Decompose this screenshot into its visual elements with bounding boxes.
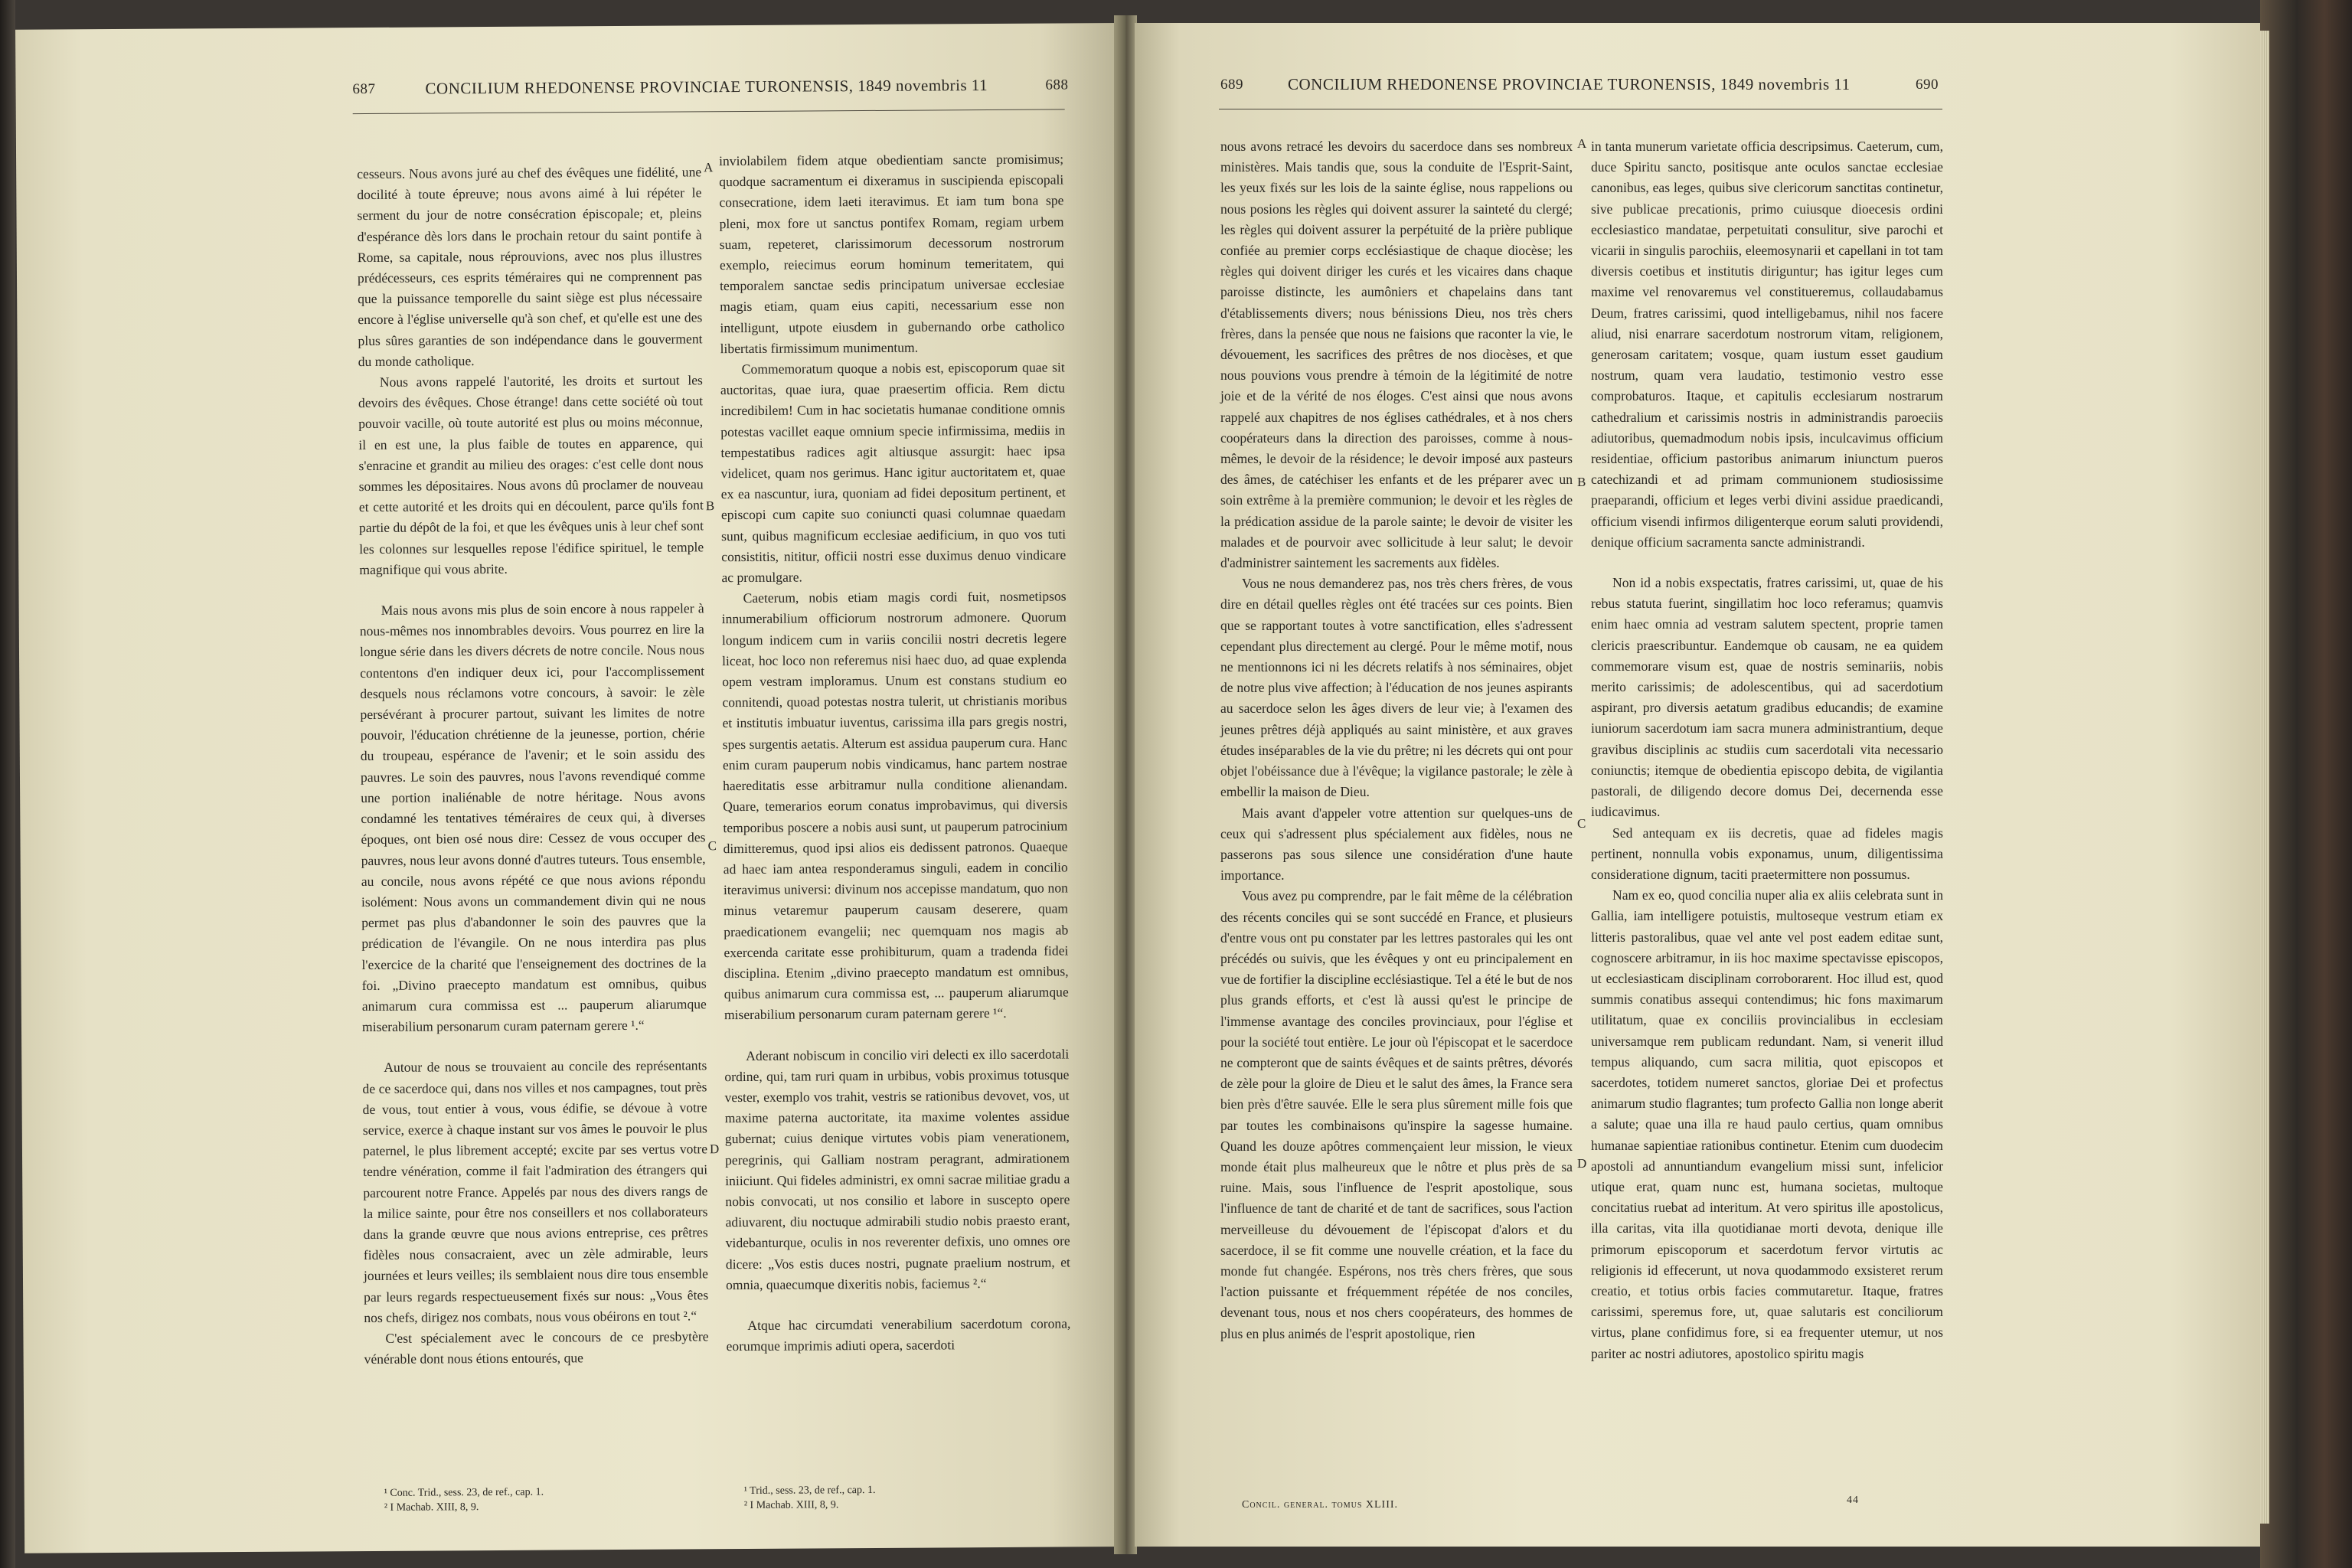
page-number: 688	[1045, 77, 1069, 93]
latin-column	[1591, 136, 1943, 1364]
footnote: ¹ Conc. Trid., sess. 23, de ref., cap. 1.	[384, 1486, 544, 1499]
paragraph: Sed antequam ex iis decretis, quae ad fideles magis pertinent, nonnulla vobis exponamus, unum, diligentissima consideratione dignum, taciti praetermittere non possumus.	[1591, 825, 1943, 882]
paragraph: in tanta munerum varietate officia descripsimus. Caeterum, cum, duce Spiritu sancto, positisque ante oculos sanctae ecclesiae canonibus, eas leges, quibus sive clericorum sanctitas continetur, sive publicae precationis, primo cuiusque dioecesis ordini ecclesiastico mandatae, perpetuitati consulitur, sive parochi et vicarii in singulis parochiis, eleemosynarii et capellani in tot tam diversis coetibus et institutis diriguntur; has igitur leges cum maxime vel renovaremus vel constitueremus, collaudabamus Deum, fratres carissimi, quod intelligebamus, nihil nos facere aliud, nisi enarrare sacerdotum nostrorum vitam, religionem, generosam caritatem; vosque, quam iustum esset gaudium nostrum, quam vera laudatio, testimonio vestro esse comprobaturos. Itaque, et capitulis ecclesiarum nostrarum cathedralium et carissimis nostris in administrandis paroeciis adiutoribus, quemadmodum nobis ipsis, inculcavimus officium residentiae, officium pastoribus animarum iniunctum pueros catechizandi et ad primam communionem studiosissime praeparandi, officium et leges verbi divini assidue praedicandi, officium visendi infirmos diligenterque eorum saluti providendi, denique officium sacramenta sancte administrandi.	[1591, 139, 1943, 550]
book-gutter	[1114, 15, 1137, 1554]
paragraph: Nous avons rappelé l'autorité, les droits et surtout les devoirs des évêques. Chose étrange! dans cette société où tout pouvoir vacille, où toute autorité est plus ou moins méconnue, il en est une, la plus faible de toutes en apparence, qui s'enracine et grandit au milieu des orages: c'est celle dont nous sommes les dépositaires. Nous avons dû proclamer de nouveau et cette autorité et les droits qui en découlent, parce qu'ils font partie du dépôt de la foi, et que les évêques unis à leur chef sont les colonnes sur lesquelles repose l'édifice spirituel, le temple magnifique qui vous abrite.	[358, 372, 704, 577]
footnote: ² I Machab. XIII, 8, 9.	[743, 1499, 839, 1512]
margin-letter: C	[707, 838, 717, 854]
paragraph: Aderant nobiscum in concilio viri delecti ex illo sacerdotali ordine, qui, tam ruri quam in urbibus, vobis proximus totusque vester, exemplo vos trahit, vestris se rationibus devovet, vos, ut maxime paterna auctoritate, ita maxime volentes assidue gubernat; cuius denique virtutes vobis piam venerationem, peregrinis, qui Galliam nostram peragrant, admirationem iniiciunt. Qui fideles administri, ex omni sacrae militiae gradu a nobis convocati, ut nos consilio et labore in suscepto opere adiuvarent, diu noctuque admirabili studio nobis praesto erant, videbanturque, oculis in nos reverenter defixis, uno omnes ore dicere: „Vos estis duces nostri, pugnate praelium nostrum, et omnia, quaecumque dixeritis nobis, faciemus ².“	[724, 1045, 1070, 1292]
paragraph: Vous avez pu comprendre, par le fait même de la célébration des récents conciles qui se sont succédé en France, et plusieurs d'entre vous ont pu constater par les lettres pastorales qui les ont précédés ou suivis, que les évêques y ont eu principalement en vue de fortifier la discipline ecclésiastique. Tel a été le but de nos plus grands efforts, et c'est là aussi qu'est le principe de l'immense avantage des conciles provinciaux, pour l'église et pour la société tout entière. Le jour où l'épiscopat et le sacerdoce ne compteront que de saints évêques et de saints prêtres, dévorés de zèle pour la gloire de Dieu et le salut des âmes, la France sera bien près d'être sauvée. Elle le sera plus sûrement mille fois que par toutes les combinaisons qu'inspire la sagesse humaine. Quand les douze apôtres commençaient leur mission, le vieux monde était plus malheureux que le nôtre et plus près de sa ruine. Mais, sous l'influence de l'esprit apostolique, sous l'influence de tant de charité et de tant de sacrifices, sous l'action merveilleuse du dévouement de l'épiscopat d'alors et du sacerdoce, il se fit comme une nouvelle création, et la face du monde fut changée. Espérons, nos très chers frères, que sous l'action puissante et fréquemment répétée de nos conciles, devenant tous, nous et nos chers coopérateurs, des hommes de plus en plus animés de l'esprit apostolique, rien	[1220, 888, 1573, 1341]
margin-letter: B	[1577, 475, 1586, 489]
right-page-header	[1135, 69, 2260, 100]
background-left	[0, 0, 15, 1568]
margin-letter: B	[705, 498, 715, 514]
paragraph: Nam ex eo, quod concilia nuper alia ex aliis celebrata sunt in Gallia, iam intelligere potuistis, multoseque vestrum etiam ex litteris pastoralibus, quae vel ante vel post eadem editae sunt, cognoscere arbitramur, in iis hoc maxime spectavisse episcopos, ut ecclesiasticam disciplinam corroborarent. Hoc illud est, quod summis conatibus assequi contendimus; hic fons maximarum utilitatum, quae ex conciliis provincialibus in ecclesiam universamque rem publicam redundant. Nam, si venerit illud tempus aliquando, cum sacra militia, quot episcopos et sacerdotes, totidem numeret sanctos, gloriae Dei et profectus animarum studio flagrantes; tum profecto Gallia non longe aberit a salute; quae una illa re haud paulo certius, quam omnibus humanae sapientiae rationibus continetur. Etenim cum duodecim apostoli ad annuntiandum evangelium missi sunt, infelicior utique erat, quam nunc est, humana societas, multoque concitatius ruebat ad interitum. At vero spiritus ille apostolicus, illa caritas, vita illa quotidianae morti devota, denique ille primorum episcoporum et sacerdotum fervor virtutis ac religionis id effecerunt, ut nova quodammodo exsisteret rerum creatio, et totius orbis facies commutaretur. Itaque, fratres carissimi, speremus fore, ut, quae salutaris est conciliorum virtus, plane confidimus fore, si ea frequenter utemur, ut nos pariter ac nostri adiutores, apostolico spiritu magis	[1591, 887, 1943, 1361]
page-number: 689	[1220, 77, 1243, 93]
paragraph: Commemoratum quoque a nobis est, episcoporum quae sit auctoritas, quae iura, quae praesertim officia. Rem dictu incredibilem! Cum in hac societatis humanae conditione omnis potestas vacillet eaque omnium specie infirmissima, mediis in tempestatibus radices agit altiusque assurgit: haec ipsa videlicet, quam nos gerimus. Hanc igitur auctoritatem et, quae ex ea nascuntur, iura, quoniam ad fidei depositum pertinent, et episcopi cum capite suo coniuncti quasi columnae quaedam sunt, quibus magnificum ecclesiae aedificium, in quo vos tuti consistitis, nititur, officii nostri esse duximus denuo vindicare ac promulgare.	[720, 359, 1067, 586]
french-column	[357, 162, 709, 1370]
paragraph: Autour de nous se trouvaient au concile des représentants de ce sacerdoce qui, dans nos villes et nos campagnes, tout près de vous, tout entier à vous, vous édifie, se dévoue à votre service, exerce à chaque instant sur vos âmes le pouvoir le plus paternel, le plus librement accepté; excite par ses vertus votre tendre vénération, comme il fait l'admiration des étrangers qui parcourent notre France. Appelés par nous des divers rangs de la milice sainte, pour être nos conseillers et nos collaborateurs dans la grande œuvre que nous avions entreprise, ces prêtres fidèles nous consacraient, avec un zèle admirable, leurs journées et leurs veilles; ils semblaient nous dire tous ensemble par leurs regards respectueusement fixés sur nous: „Vous êtes nos chefs, dirigez nos combats, nous vous obéirons en tout ².“	[362, 1057, 709, 1325]
footnotes-french	[384, 1484, 706, 1515]
left-page	[15, 23, 1127, 1553]
paragraph: C'est spécialement avec le concours de ce presbytère vénérable dont nous étions entourés, que	[364, 1328, 709, 1367]
paragraph: inviolabilem fidem atque obedientiam sancte promisimus; quodque sacramentum ei dixeramus in suscipienda episcopali consecratione, idem laeti iteravimus. Et iam tum bona spe pleni, mox fore ut sanctus pontifex Romam, regiam urbem suam, repeteret, clarissimorum decessorum nostrorum exemplo, reiecimus eorum hominum temeritatem, qui temporalem sanctae sedis principatum universae ecclesiae magis etiam, quam eius capiti, necessarium esse non intelligunt, utpote eiusdem in gubernando orbe catholico libertatis firmissimum munimentum.	[719, 151, 1065, 357]
french-column	[1220, 136, 1573, 1344]
margin-letter: A	[1577, 136, 1587, 151]
left-page-header	[15, 69, 1118, 106]
running-title: CONCILIUM RHEDONENSE PROVINCIAE TURONENSIS, 1849 novembris 11	[425, 76, 988, 98]
page-number: 690	[1916, 77, 1939, 93]
paragraph: cesseurs. Nous avons juré au chef des évêques une fidélité, une docilité à toute épreuve; nous avons aimé à lui répéter le serment du jour de notre consécration épiscopale; et, pleins d'espérance dès lors dans le prochain retour du saint pontife à Rome, sa capitale, nous réprouvions, avec nos plus illustres prédécesseurs, ces esprits téméraires qui ne comprennent pas que la puissance temporelle du saint siège est plus nécessaire encore à l'église universelle qu'à son chef, et qu'elle est une des plus sûres garanties de son indépendance dans le gouverment du monde catholique.	[357, 164, 703, 369]
footnote: ² I Machab. XIII, 8, 9.	[384, 1501, 479, 1514]
page-number: 687	[352, 80, 376, 98]
paragraph: Non id a nobis exspectatis, fratres carissimi, ut, quae de his rebus statuta fuerint, singillatim hoc loco referamus; quamvis enim haec omnia ad vestram salutem spectent, proprie tamen clericis praescribuntur. Eandemque ob causam, ne ea quidem commemorare visum est, quae de nostris seminariis, nobis merito carissimis; de adolescentibus, qui ad sacerdotium aspirant, pro diversis aetatum gradibus educandis; de examine iuniorum sacerdotum iam sacra munera administrantium, deque gravibus disciplinis ac studiis cum sacerdotali vita necessario coniunctis; itemque de obedientia episcopo debita, de vigilantia pastorali, de diligendo decore domus Dei, decernenda esse iudicavimus.	[1591, 575, 1943, 820]
margin-letter: A	[704, 160, 714, 175]
right-page	[1135, 23, 2260, 1547]
background-right	[2260, 0, 2352, 1568]
paragraph: Atque hac circumdati venerabilium sacerdotum corona, eorumque imprimis adiuti opera, sacerdoti	[726, 1315, 1071, 1354]
page-edges	[2260, 31, 2269, 1524]
running-title: CONCILIUM RHEDONENSE PROVINCIAE TURONENSIS, 1849 novembris 11	[1288, 75, 1851, 93]
footnote: ¹ Trid., sess. 23, de ref., cap. 1.	[743, 1484, 876, 1498]
sheet-number: 44	[1847, 1494, 1859, 1506]
footnotes-latin	[744, 1481, 1066, 1513]
paragraph: Vous ne nous demanderez pas, nos très chers frères, de vous dire en détail quelles règles ont été tracées sur ces points. Bien que se rapportant toutes à votre sanctification, elles s'adressent cependant plus directement au clergé. Pour le même motif, nous ne mentionnons ici ni les décrets relatifs à nos séminaires, objet de notre plus vive affection; à l'éducation de nos jeunes aspirants au sacerdoce selon les âges divers de leur vie; à l'examen des jeunes prêtres déjà appliqués au saint ministère, et aux graves études inséparables de la vie du prêtre; ni les décrets qui ont pour objet l'obéissance due à l'évêque; la vigilance pastorale; le zèle à embellir la maison de Dieu.	[1220, 576, 1573, 800]
margin-letter: C	[1577, 816, 1586, 831]
latin-column	[719, 149, 1071, 1357]
margin-letter: D	[709, 1142, 720, 1157]
paragraph: nous avons retracé les devoirs du sacerdoce dans ses nombreux ministères. Mais tandis que, sous la conduite de l'Esprit-Saint, les yeux fixés sur les lois de la sainte église, nous rappelions ou nous posions les règles qui doivent assurer la sainteté du clergé; les règles qui doivent assurer la perpétuité de la prière publique confiée au premier corps ecclésiastique de chaque diocèse; les règles qui doivent diriger les curés et les vicaires dans chaque paroisse distincte, les aumôniers et chapelains dans tant d'établissements divers; nous bénissions Dieu, nos très chers frères, dans la pensée que nous ne faisions que raconter la vie, le dévouement, les sacrifices des prêtres de nos diocèses, et que nous pouvions vous prendre à témoin de la légitimité de notre joie et de la vérité de nos éloges. C'est ainsi que nous avons rappelé aux chapitres de nos églises cathédrales, et à nos chers coopérateurs dans la direction des paroisses, comme à nous-mêmes, le devoir de la résidence; le devoir imposé aux pasteurs des âmes, de catéchiser les enfants et de les préparer avec un soin extrême à la première communion; le devoir et les règles de la prédication assidue de la parole sainte; le devoir de visiter les malades et de pourvoir avec sollicitude à leur salut; le devoir d'administrer saintement les sacrements aux fidèles.	[1220, 139, 1573, 571]
paragraph: Caeterum, nobis etiam magis cordi fuit, nosmetipsos innumerabilium officiorum nostrorum admonere. Quorum longum indicem cum in variis concilii nostri decretis legere liceat, hoc loco non referemus nisi haec duo, ad quae explenda opem vestram imploramus. Unum est constans studium eo connitendi, quoad potestas nostra tulerit, ut christianis moribus et institutis imbuatur iuventus, carissima illa pars gregis nostri, spes surgentis aetatis. Alterum est assidua pauperum cura. Hanc enim curam pauperum nobis vindicamus, hanc partem nostrae haereditatis esse arbitramur nulla conditione alienandam. Quare, temerarios eorum conatus improbavimus, qui diversis temporibus poscere a nobis ausi sunt, ut pauperum patrocinium dimitteremus, quod ipsi alios eis dedissent patronos. Quaeque ad haec iam antea responderamus singuli, eadem in concilio iteravimus universi: divinum nos accepisse mandatum, quo non minus vetaremur pauperum causam deserere, quam praedicationem evangelii; nec quemquam nos magis ab exercenda caritate esse prohibiturum, quam a tradenda fidei disciplina. Etenim „divino praecepto mandatum est omnibus, quibus animarum cura commissa est, ... pauperum aliarumque miserabilium personarum curam paternam gerere ¹“.	[721, 588, 1069, 1023]
paragraph: Mais nous avons mis plus de soin encore à nous rappeler à nous-mêmes nos innombrables devoirs. Vous pourrez en lire la longue série dans les divers décrets de notre concile. Nous nous contentons d'en indiquer deux ici, pour l'accomplissement desquels nous réclamons votre concours, à savoir: le zèle persévérant à procurer partout, suivant les limites de notre pouvoir, l'éducation chrétienne de la jeunesse, portion, chérie du troupeau, espérance de l'avenir; et le soin assidu des pauvres. Le soin des pauvres, nous l'avons revendiqué comme une portion inaliénable de notre héritage. Nous avons condamné les tentatives téméraires de ceux qui, à diverses époques, ont bien osé nous dire: Cessez de vous occuper des pauvres, nous leur avons donné d'autres tuteurs. Tous ensemble, au concile, nous avons répété ce que nous avions répondu isolément: Nous avons un commandement divin qui ne nous permet pas plus d'abandonner le soin des pauvres que la prédication de l'évangile. On ne nous interdira pas plus l'exercice de la charité que l'enseignement des doctrines de la foi. „Divino praecepto mandatum est omnibus, quibus animarum cura commissa est ... pauperum aliarumque miserabilium personarum curam paternam gerere ¹.“	[359, 600, 707, 1035]
header-rule	[353, 109, 1065, 114]
margin-letter: D	[1577, 1156, 1587, 1171]
paragraph: Mais avant d'appeler votre attention sur quelques-uns de ceux qui s'adressent plus spécialement aux fidèles, nous ne passerons pas sous silence une considération d'une haute importance.	[1220, 805, 1573, 884]
signature-mark: Concil. general. tomus XLIII.	[1242, 1499, 1399, 1511]
